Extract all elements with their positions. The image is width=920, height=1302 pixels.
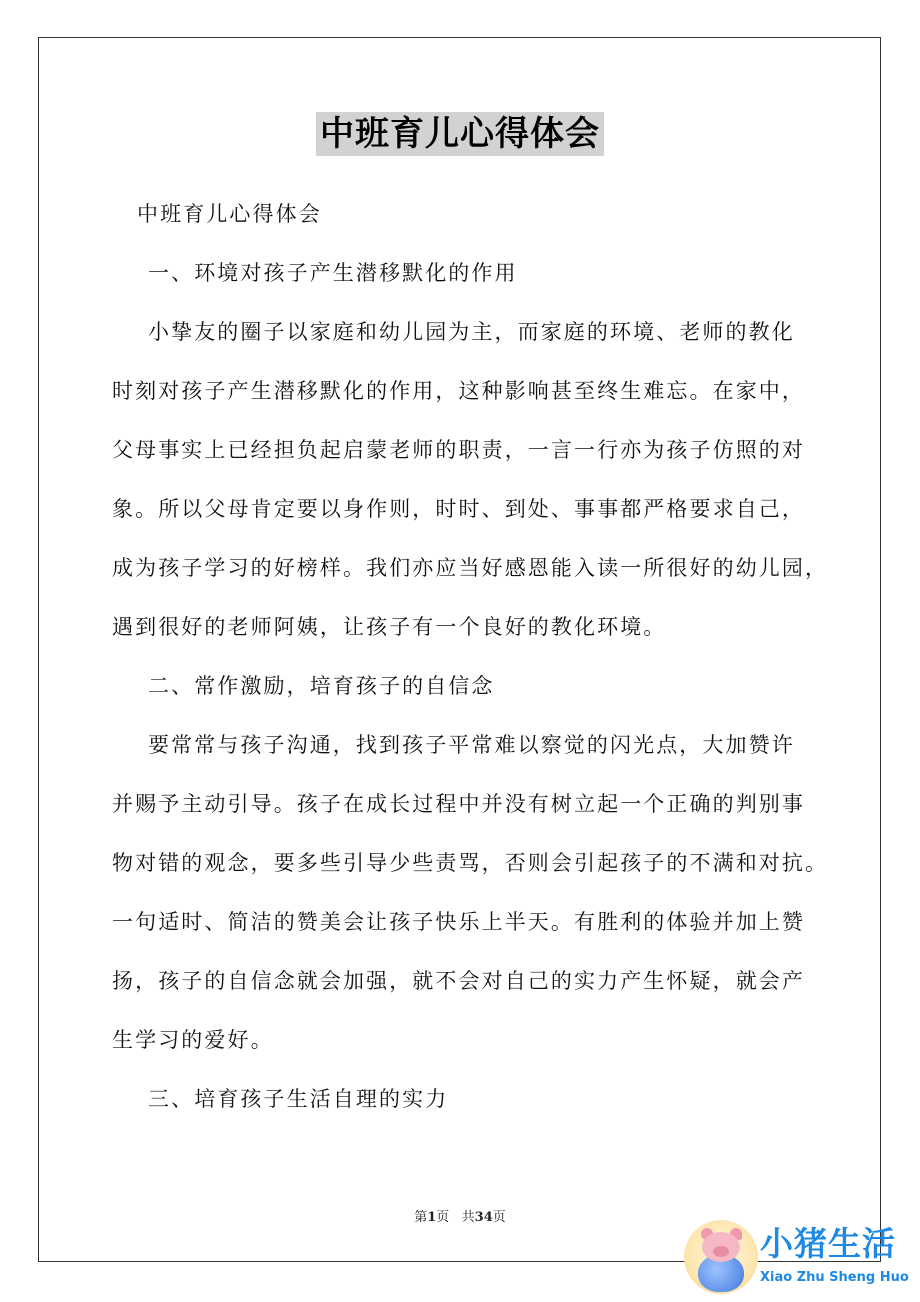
footer-page-number: 1 — [427, 1210, 437, 1225]
paragraph-line: 物对错的观念，要多些引导少些责骂，否则会引起孩子的不满和对抗。 — [112, 851, 829, 875]
section-heading-3: 三、培育孩子生活自理的实力 — [148, 1087, 449, 1111]
watermark-logo — [680, 1216, 920, 1302]
section-heading-1: 一、环境对孩子产生潜移默化的作用 — [148, 261, 518, 285]
paragraph-line: 并赐予主动引导。孩子在成长过程中并没有树立起一个正确的判别事 — [112, 792, 805, 816]
section-heading-2: 二、常作激励，培育孩子的自信念 — [148, 674, 495, 698]
footer-suffix: 页 — [492, 1210, 506, 1225]
paragraph-line: 一句适时、简洁的赞美会让孩子快乐上半天。有胜利的体验并加上赞 — [112, 910, 805, 934]
paragraph-line: 小挚友的圈子以家庭和幼儿园为主，而家庭的环境、老师的教化 — [148, 320, 795, 344]
document-subtitle: 中班育儿心得体会 — [137, 202, 322, 226]
document-title: 中班育儿心得体会 — [316, 112, 604, 156]
footer-mid: 页 共 — [436, 1210, 475, 1225]
pig-mascot-icon — [684, 1220, 758, 1294]
footer-total-pages: 34 — [474, 1210, 493, 1225]
logo-text-cn: 小猪生活 — [760, 1224, 896, 1263]
title-wrap — [0, 112, 920, 156]
paragraph-line: 父母事实上已经担负起启蒙老师的职责，一言一行亦为孩子仿照的对 — [112, 438, 805, 462]
paragraph-line: 生学习的爱好。 — [112, 1028, 274, 1052]
paragraph-line: 时刻对孩子产生潜移默化的作用，这种影响甚至终生难忘。在家中， — [112, 379, 805, 403]
paragraph-line: 成为孩子学习的好榜样。我们亦应当好感恩能入读一所很好的幼儿园， — [112, 556, 829, 580]
paragraph-line: 扬，孩子的自信念就会加强，就不会对自己的实力产生怀疑，就会产 — [112, 969, 805, 993]
paragraph-line: 象。所以父母肯定要以身作则，时时、到处、事事都严格要求自己， — [112, 497, 805, 521]
paragraph-line: 要常常与孩子沟通，找到孩子平常难以察觉的闪光点，大加赞许 — [148, 733, 795, 757]
footer-prefix: 第 — [414, 1210, 428, 1225]
logo-text-en: Xiao Zhu Sheng Huo — [760, 1270, 909, 1285]
paragraph-line: 遇到很好的老师阿姨，让孩子有一个良好的教化环境。 — [112, 615, 667, 639]
